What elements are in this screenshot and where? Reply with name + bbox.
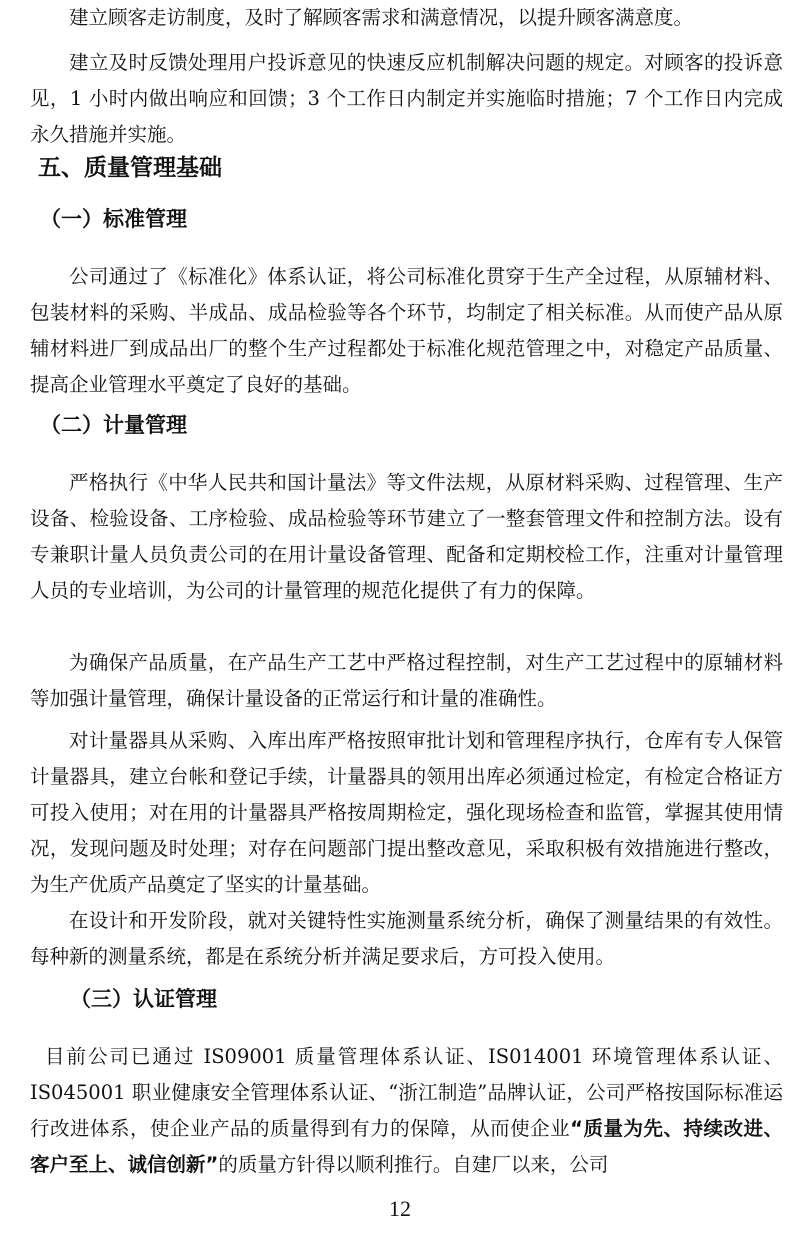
- paragraph-standard-management: 公司通过了《标准化》体系认证，将公司标准化贯穿于生产全过程，从原辅材料、包装材料的采购、半成品、成品检验等各个环节，均制定了相关标准。从而使产品从原辅材料进厂到成品出厂的整个生产过程都处于标准化规范管理之中，对稳定产品质量、提高企业管理水平奠定了良好的基础。: [30, 265, 783, 396]
- subheading-certification-management: （三）认证管理: [70, 986, 217, 1011]
- subheading-metrology-management: （二）计量管理: [40, 412, 187, 437]
- paragraph-certification: [30, 1039, 783, 1183]
- paragraph-metrology-instruments: 对计量器具从采购、入库出库严格按照审批计划和管理程序执行，仓库有专人保管计量器具，建立台帐和登记手续，计量器具的领用出库必须通过检定，有检定合格证方可投入使用；对在用的计量器具严格按周期检定，强化现场检查和监管，掌握其使用情况，发现问题及时处理；对存在问题部门提出整改意见，采取积极有效措施进行整改，为生产优质产品奠定了坚实的计量基础。: [30, 729, 783, 896]
- section-heading-quality-foundation: 五、质量管理基础: [38, 155, 222, 181]
- subheading-standard-management: （一）标准管理: [40, 206, 187, 231]
- quality-policy-slogan: “质量为先、持续改进、客户至上、诚信创新”: [30, 1117, 783, 1176]
- paragraph-metrology-regulations: 严格执行《中华人民共和国计量法》等文件法规，从原材料采购、过程管理、生产设备、检验设备、工序检验、成品检验等环节建立了一整套管理文件和控制方法。设有专兼职计量人员负责公司的在用计量设备管理、配备和定期校检工作，注重对计量管理人员的专业培训，为公司的计量管理的规范化提供了有力的保障。: [30, 471, 783, 602]
- certification-text: 目前公司已通过 IS09001 质量管理体系认证、IS014001 环境管理体系认证、IS045001 职业健康安全管理体系认证、“浙江制造”品牌认证，公司严格按国际标准运行改进体系，使企业产品的质量得到有力的保障，从而使企业: [30, 1045, 783, 1140]
- paragraph-metrology-process-control: 为确保产品质量，在产品生产工艺中严格过程控制，对生产工艺过程中的原辅材料等加强计量管理，确保计量设备的正常运行和计量的准确性。: [30, 651, 783, 710]
- certification-text-continued: 的质量方针得以顺利推行。自建厂以来，公司: [218, 1153, 609, 1176]
- page-number: 12: [389, 1196, 411, 1221]
- paragraph-measurement-system-analysis: 在设计和开发阶段，就对关键特性实施测量系统分析，确保了测量结果的有效性。每种新的测量系统，都是在系统分析并满足要求后，方可投入使用。: [30, 909, 783, 968]
- paragraph-customer-visits: 建立顾客走访制度，及时了解顾客需求和满意情况，以提升顾客满意度。: [69, 6, 694, 29]
- paragraph-complaint-response: 建立及时反馈处理用户投诉意见的快速反应机制解决问题的规定。对顾客的投诉意见，1 小时内做出响应和回馈；3 个工作日内制定并实施临时措施；7 个工作日内完成永久措施并实施。: [30, 51, 783, 146]
